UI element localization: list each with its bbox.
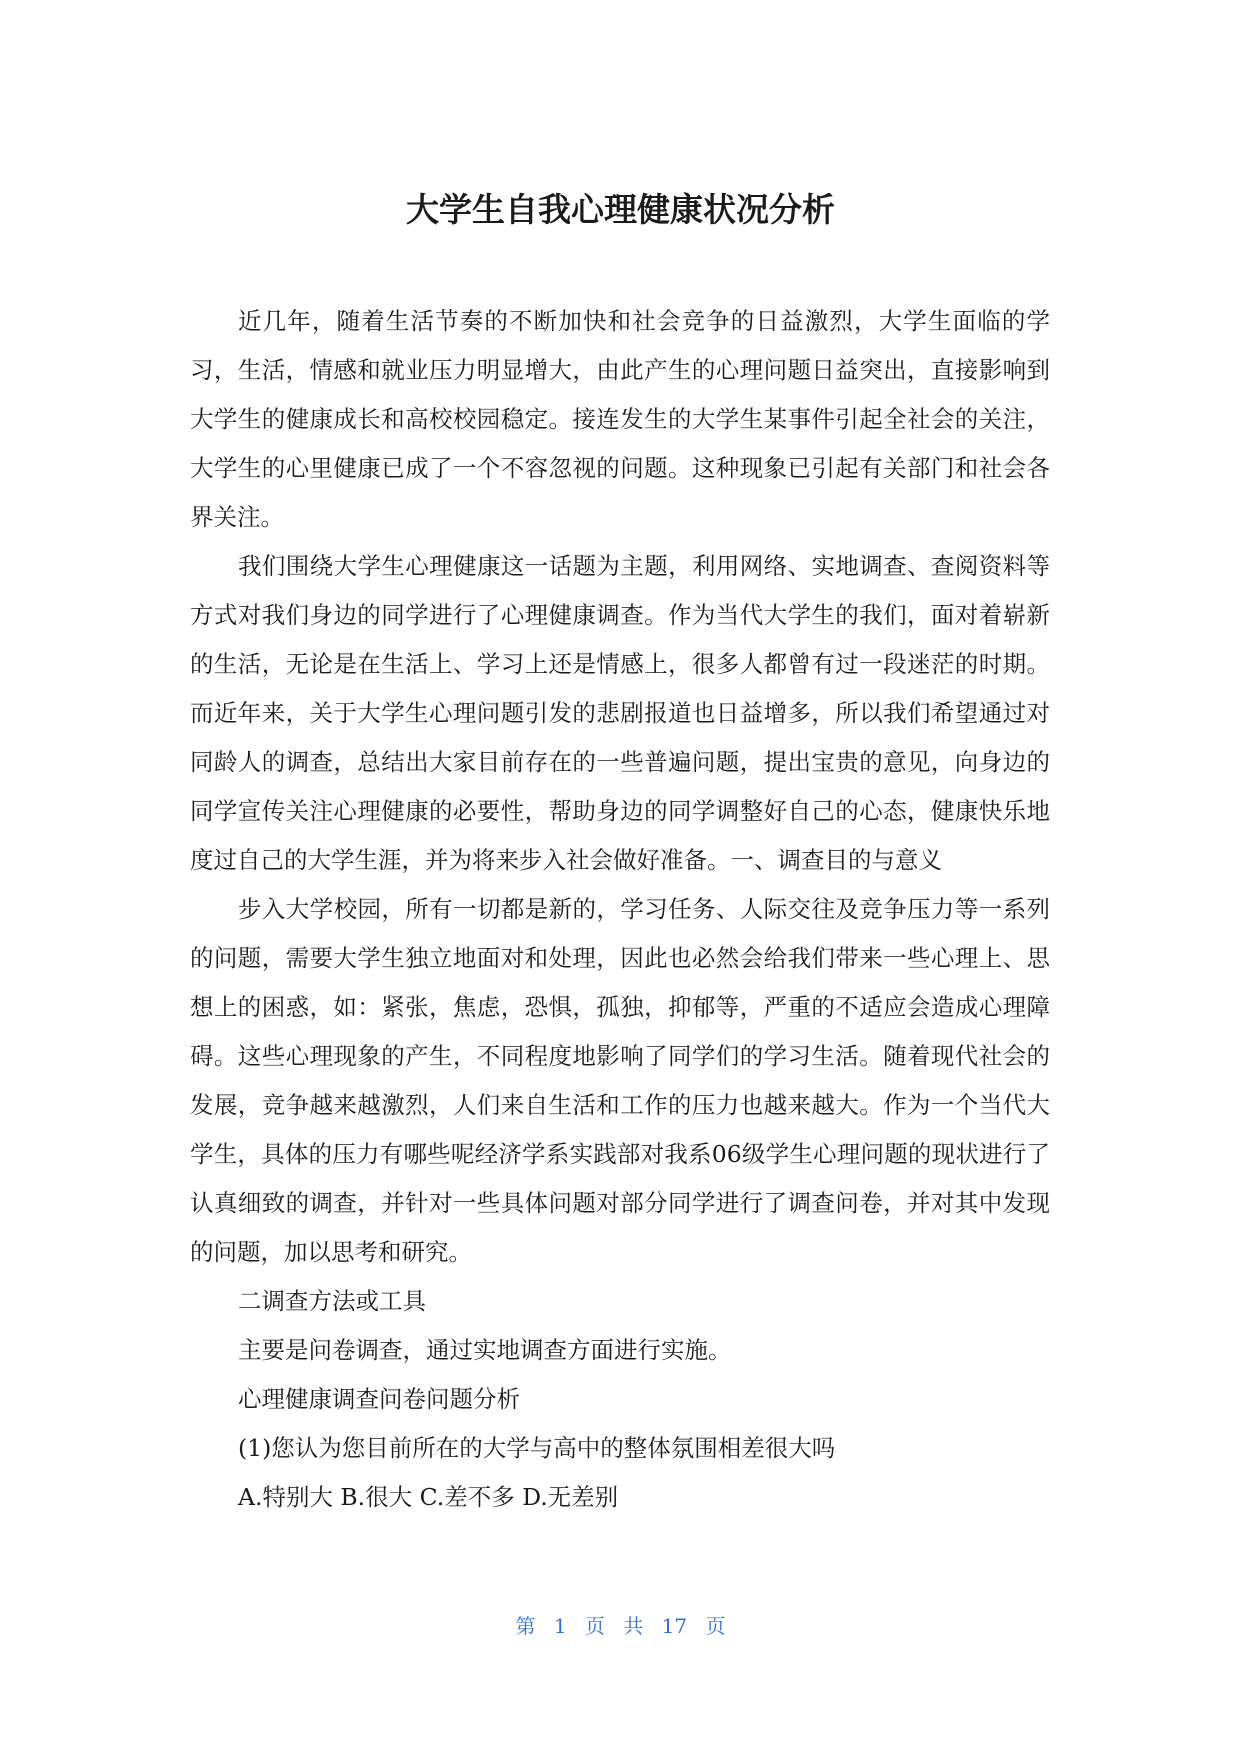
document-title: 大学生自我心理健康状况分析 (406, 190, 835, 229)
page-number: 第 1 页 共 17 页 (515, 1614, 726, 1638)
method-description: 主要是问卷调查，通过实地调查方面进行实施。 (238, 1336, 732, 1364)
question-1: (1)您认为您目前所在的大学与高中的整体氛围相差很大吗 (238, 1434, 836, 1462)
section-heading-analysis: 心理健康调查问卷问题分析 (238, 1385, 520, 1413)
document-body (190, 297, 1050, 1522)
section-heading-method: 二调查方法或工具 (238, 1287, 426, 1315)
paragraph-intro: 近几年，随着生活节奏的不断加快和社会竞争的日益激烈，大学生面临的学习，生活，情感和就业压力明显增大，由此产生的心理问题日益突出，直接影响到大学生的健康成长和高校校园稳定。接连发生的大学生某事件引起全社会的关注，大学生的心里健康已成了一个不容忽视的问题。这种现象已引起有关部门和社会各界关注。 (190, 307, 1050, 531)
paragraph-purpose: 我们围绕大学生心理健康这一话题为主题，利用网络、实地调查、查阅资料等方式对我们身边的同学进行了心理健康调查。作为当代大学生的我们，面对着崭新的生活，无论是在生活上、学习上还是情感上，很多人都曾有过一段迷茫的时期。而近年来，关于大学生心理问题引发的悲剧报道也日益增多，所以我们希望通过对同龄人的调查，总结出大家目前存在的一些普遍问题，提出宝贵的意见，向身边的同学宣传关注心理健康的必要性，帮助身边的同学调整好自己的心态，健康快乐地度过自己的大学生涯，并为将来步入社会做好准备。一、调查目的与意义 (190, 552, 1050, 874)
paragraph-background: 步入大学校园，所有一切都是新的，学习任务、人际交往及竞争压力等一系列的问题，需要大学生独立地面对和处理，因此也必然会给我们带来一些心理上、思想上的困惑，如：紧张，焦虑，恐惧，孤独，抑郁等，严重的不适应会造成心理障碍。这些心理现象的产生，不同程度地影响了同学们的学习生活。随着现代社会的发展，竞争越来越激烈，人们来自生活和工作的压力也越来越大。作为一个当代大学生，具体的压力有哪些呢经济学系实践部对我系06级学生心理问题的现状进行了认真细致的调查，并针对一些具体问题对部分同学进行了调查问卷，并对其中发现的问题，加以思考和研究。 (190, 895, 1050, 1266)
question-1-options: A.特别大 B.很大 C.差不多 D.无差别 (238, 1483, 619, 1511)
